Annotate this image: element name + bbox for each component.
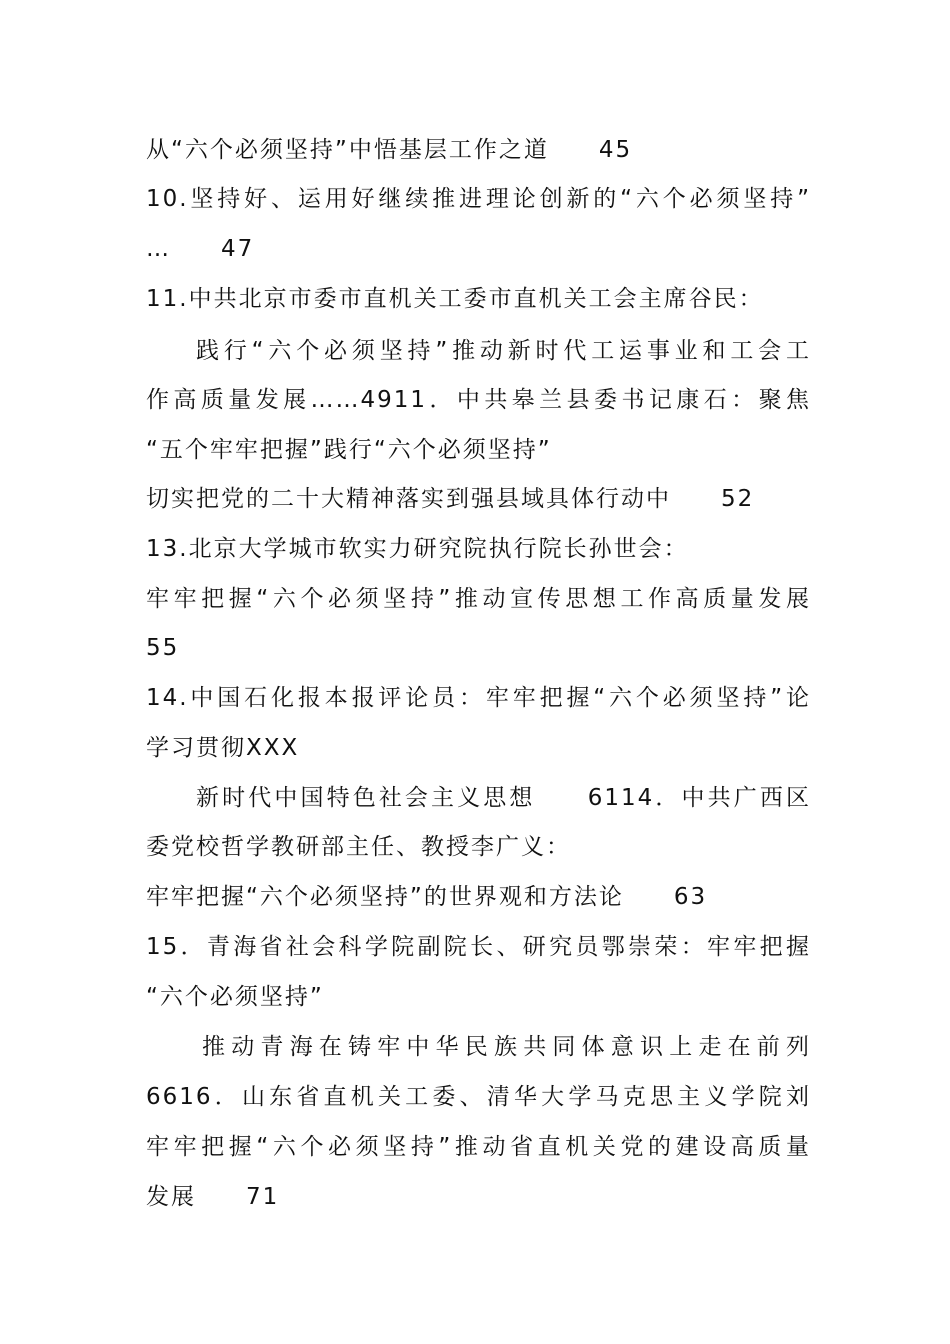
toc-line-16: 牢牢把握“六个必须坚持”的世界观和方法论 63 — [146, 884, 708, 910]
toc-line-8: 切实把党的二十大精神落实到强县域具体行动中 52 — [146, 486, 755, 512]
toc-line-21: 牢牢把握“六个必须坚持”推动省直机关党的建设高质量 — [146, 1134, 811, 1160]
toc-line-2: 10.坚持好、运用好继续推进理论创新的“六个必须坚持” — [146, 186, 811, 212]
toc-line-15: 委党校哲学教研部主任、教授李广义： — [146, 834, 571, 860]
toc-line-1: 从“六个必须坚持”中悟基层工作之道 45 — [146, 137, 633, 163]
toc-line-9: 13.北京大学城市软实力研究院执行院长孙世会： — [146, 536, 689, 562]
toc-line-18: “六个必须坚持” — [146, 984, 324, 1010]
toc-line-11: 55 — [146, 635, 180, 661]
toc-line-6: 作高质量发展……4911．中共皋兰县委书记康石：聚焦 — [146, 387, 811, 413]
toc-line-13: 学习贯彻XXX — [146, 735, 300, 761]
toc-line-17: 15．青海省社会科学院副院长、研究员鄂崇荣：牢牢把握 — [146, 934, 811, 960]
toc-line-10: 牢牢把握“六个必须坚持”推动宣传思想工作高质量发展 — [146, 586, 811, 612]
toc-line-7: “五个牢牢把握”践行“六个必须坚持” — [146, 437, 552, 463]
toc-line-4: 11.中共北京市委市直机关工委市直机关工会主席谷民： — [146, 286, 764, 312]
toc-line-19: 推动青海在铸牢中华民族共同体意识上走在前列 — [202, 1034, 811, 1060]
toc-line-22: 发展 71 — [146, 1184, 280, 1210]
toc-line-20: 6616．山东省直机关工委、清华大学马克思主义学院刘 — [146, 1084, 811, 1110]
toc-line-3: … 47 — [146, 236, 255, 262]
toc-line-12: 14.中国石化报本报评论员：牢牢把握“六个必须坚持”论 — [146, 685, 811, 711]
toc-line-5: 践行“六个必须坚持”推动新时代工运事业和工会工 — [196, 338, 811, 364]
toc-line-14: 新时代中国特色社会主义思想 6114．中共广西区 — [196, 785, 811, 811]
